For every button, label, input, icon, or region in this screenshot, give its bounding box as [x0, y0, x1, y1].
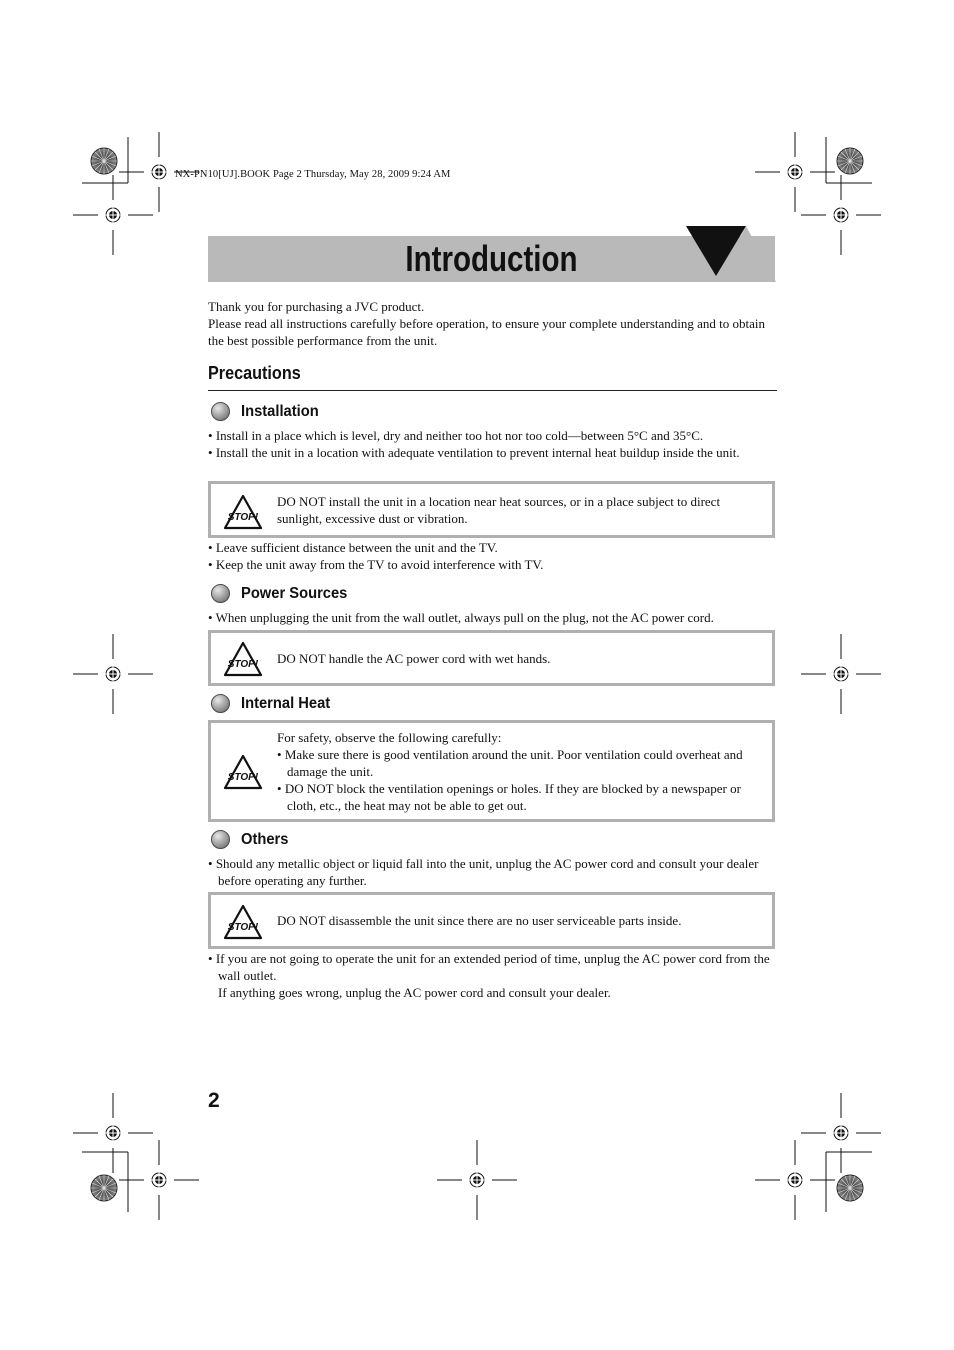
crosshair-icon	[98, 659, 128, 689]
crosshair-icon	[98, 200, 128, 230]
crosshair-icon	[462, 1165, 492, 1195]
warning-text: DO NOT handle the AC power cord with wet hands.	[277, 651, 551, 666]
internal-heat-heading: Internal Heat	[241, 694, 331, 712]
list-item: • Install the unit in a location with adequate ventilation to prevent internal heat buildup inside the unit.	[208, 444, 783, 461]
stop-icon-text: STOP!	[227, 659, 259, 670]
list-item: • Should any metallic object or liquid fall into the unit, unplug the AC power cord and consult your dealer before operating any further.	[208, 855, 783, 889]
stop-icon-text: STOP!	[227, 922, 259, 933]
list-item: • DO NOT block the ventilation openings or holes. If they are blocked by a newspaper or cloth, etc., the heat may not be able to get out.	[277, 780, 764, 814]
list-item: • Install in a place which is level, dry and neither too hot nor too cold—between 5°C and 35°C.	[208, 427, 783, 444]
closing-note: If anything goes wrong, unplug the AC power cord and consult your dealer.	[218, 985, 611, 1000]
book-header-line: NX-PN10[UJ].BOOK Page 2 Thursday, May 28, 2009 9:24 AM	[175, 169, 451, 180]
precautions-heading: Precautions	[208, 363, 301, 383]
crosshair-icon	[144, 1165, 174, 1195]
list-item: • When unplugging the unit from the wall outlet, always pull on the plug, not the AC power cord.	[208, 609, 783, 626]
warning-intro: For safety, observe the following carefully:	[277, 730, 502, 745]
stop-icon-text: STOP!	[227, 772, 259, 783]
warning-text: DO NOT disassemble the unit since there are no user serviceable parts inside.	[277, 913, 682, 928]
installation-heading: Installation	[241, 402, 319, 420]
list-item: • If you are not going to operate the unit for an extended period of time, unplug the AC power cord from the wall outlet.	[208, 950, 783, 984]
warning-text: DO NOT install the unit in a location near heat sources, or in a place subject to direct sunlight, excessive dust or vibration.	[277, 494, 721, 526]
list-item: • Keep the unit away from the TV to avoid interference with TV.	[208, 556, 783, 573]
stop-icon-text: STOP!	[227, 512, 259, 523]
crosshair-icon	[780, 157, 810, 187]
color-burst-icon	[91, 1175, 117, 1201]
others-heading: Others	[241, 830, 289, 848]
color-burst-icon	[837, 1175, 863, 1201]
crosshair-icon	[826, 659, 856, 689]
color-burst-icon	[91, 148, 117, 174]
intro-line-1: Thank you for purchasing a JVC product.	[208, 299, 425, 314]
crosshair-icon	[826, 200, 856, 230]
color-burst-icon	[837, 148, 863, 174]
crosshair-icon	[780, 1165, 810, 1195]
page-title: Introduction	[405, 238, 578, 279]
power-sources-heading: Power Sources	[241, 584, 348, 602]
intro-line-2: Please read all instructions carefully before operation, to ensure your complete understanding and to obtain the best possible performance from the unit.	[208, 316, 766, 348]
crosshair-icon	[144, 157, 174, 187]
page-number: 2	[208, 1089, 220, 1112]
list-item: • Leave sufficient distance between the unit and the TV.	[208, 539, 783, 556]
crosshair-icon	[98, 1118, 128, 1148]
crosshair-icon	[826, 1118, 856, 1148]
list-item: • Make sure there is good ventilation around the unit. Poor ventilation could overheat and damage the unit.	[277, 746, 764, 780]
